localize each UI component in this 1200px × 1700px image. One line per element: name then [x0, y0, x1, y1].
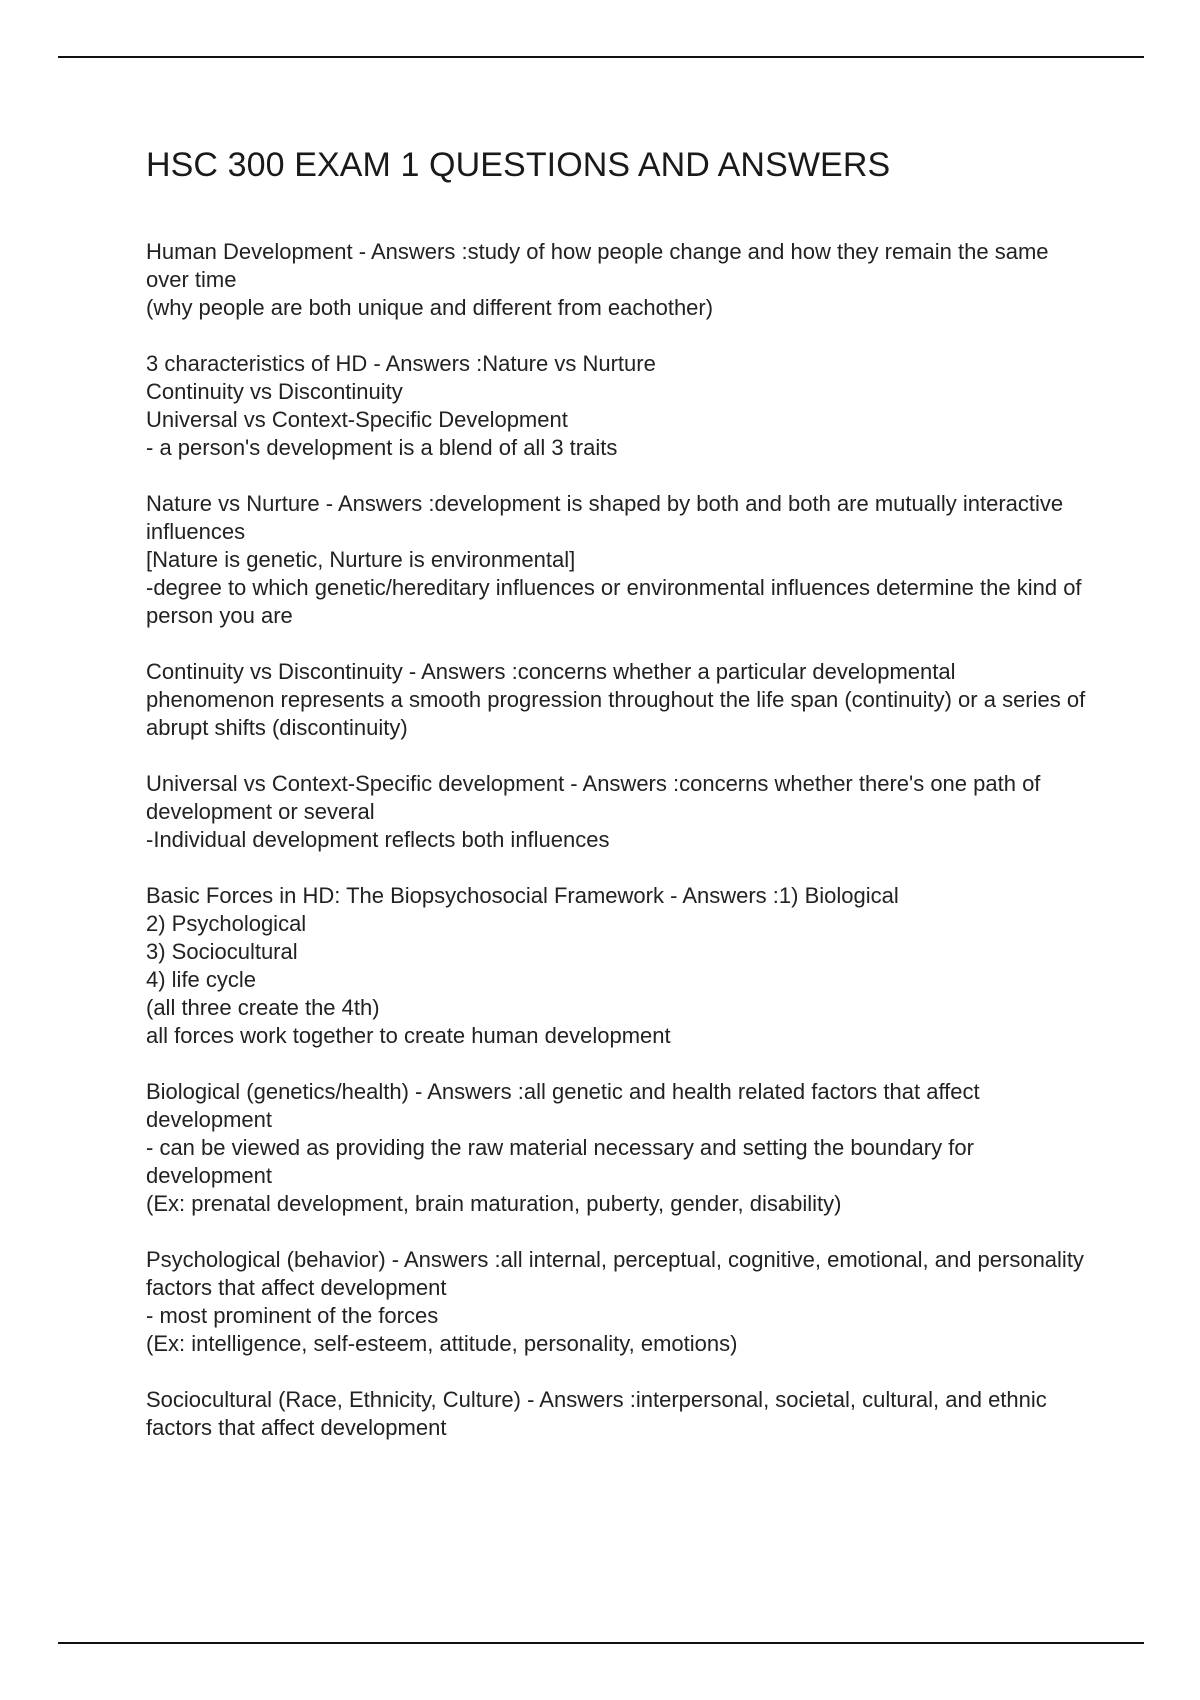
entry-line: Universal vs Context-Specific Development — [146, 407, 568, 432]
entry-line: Universal vs Context-Specific development - Answers :concerns whether there's one path of development or several — [146, 771, 1041, 824]
entry-line: Psychological (behavior) - Answers :all internal, perceptual, cognitive, emotional, and personality factors that affect development — [146, 1247, 1084, 1300]
entry-line: Nature vs Nurture - Answers :development is shaped by both and both are mutually interactive influences — [146, 491, 1064, 544]
entry-line: Continuity vs Discontinuity - Answers :concerns whether a particular developmental phenomenon represents a smooth progression throughout the life span (continuity) or a series of abrupt shifts (discontinuity) — [146, 659, 1086, 740]
entry-line: Basic Forces in HD: The Biopsychosocial Framework - Answers :1) Biological — [146, 883, 899, 908]
qa-entry — [146, 658, 1086, 742]
top-divider — [58, 56, 1144, 58]
entry-line: -Individual development reflects both influences — [146, 827, 610, 852]
entry-line: - can be viewed as providing the raw material necessary and setting the boundary for development — [146, 1135, 974, 1188]
qa-entry — [146, 350, 1086, 462]
entry-line: 3) Sociocultural — [146, 939, 298, 964]
qa-entry — [146, 238, 1086, 322]
entry-line: 2) Psychological — [146, 911, 307, 936]
entry-line: 4) life cycle — [146, 967, 257, 992]
qa-entry — [146, 490, 1086, 630]
entry-line: (Ex: prenatal development, brain maturation, puberty, gender, disability) — [146, 1191, 842, 1216]
qa-entry — [146, 1078, 1086, 1218]
entry-line: (Ex: intelligence, self-esteem, attitude, personality, emotions) — [146, 1331, 738, 1356]
entry-line: (why people are both unique and different from eachother) — [146, 295, 714, 320]
qa-entry — [146, 1246, 1086, 1358]
entry-line: Human Development - Answers :study of how people change and how they remain the same over time — [146, 239, 1049, 292]
document-title: HSC 300 EXAM 1 QUESTIONS AND ANSWERS — [146, 146, 891, 184]
qa-entry — [146, 770, 1086, 854]
entry-line: 3 characteristics of HD - Answers :Nature vs Nurture — [146, 351, 656, 376]
entry-line: Continuity vs Discontinuity — [146, 379, 403, 404]
qa-entry — [146, 882, 1086, 1050]
entry-line: [Nature is genetic, Nurture is environmental] — [146, 547, 576, 572]
bottom-divider — [58, 1642, 1144, 1644]
entry-line: - most prominent of the forces — [146, 1303, 439, 1328]
document-body — [146, 142, 1086, 1470]
entry-line: all forces work together to create human development — [146, 1023, 671, 1048]
entry-line: Biological (genetics/health) - Answers :all genetic and health related factors that affect development — [146, 1079, 980, 1132]
entry-line: -degree to which genetic/hereditary influences or environmental influences determine the kind of person you are — [146, 575, 1082, 628]
qa-entry — [146, 1386, 1086, 1442]
entry-line: Sociocultural (Race, Ethnicity, Culture) - Answers :interpersonal, societal, cultural, and ethnic factors that affect development — [146, 1387, 1047, 1440]
entry-line: - a person's development is a blend of all 3 traits — [146, 435, 618, 460]
entry-line: (all three create the 4th) — [146, 995, 380, 1020]
